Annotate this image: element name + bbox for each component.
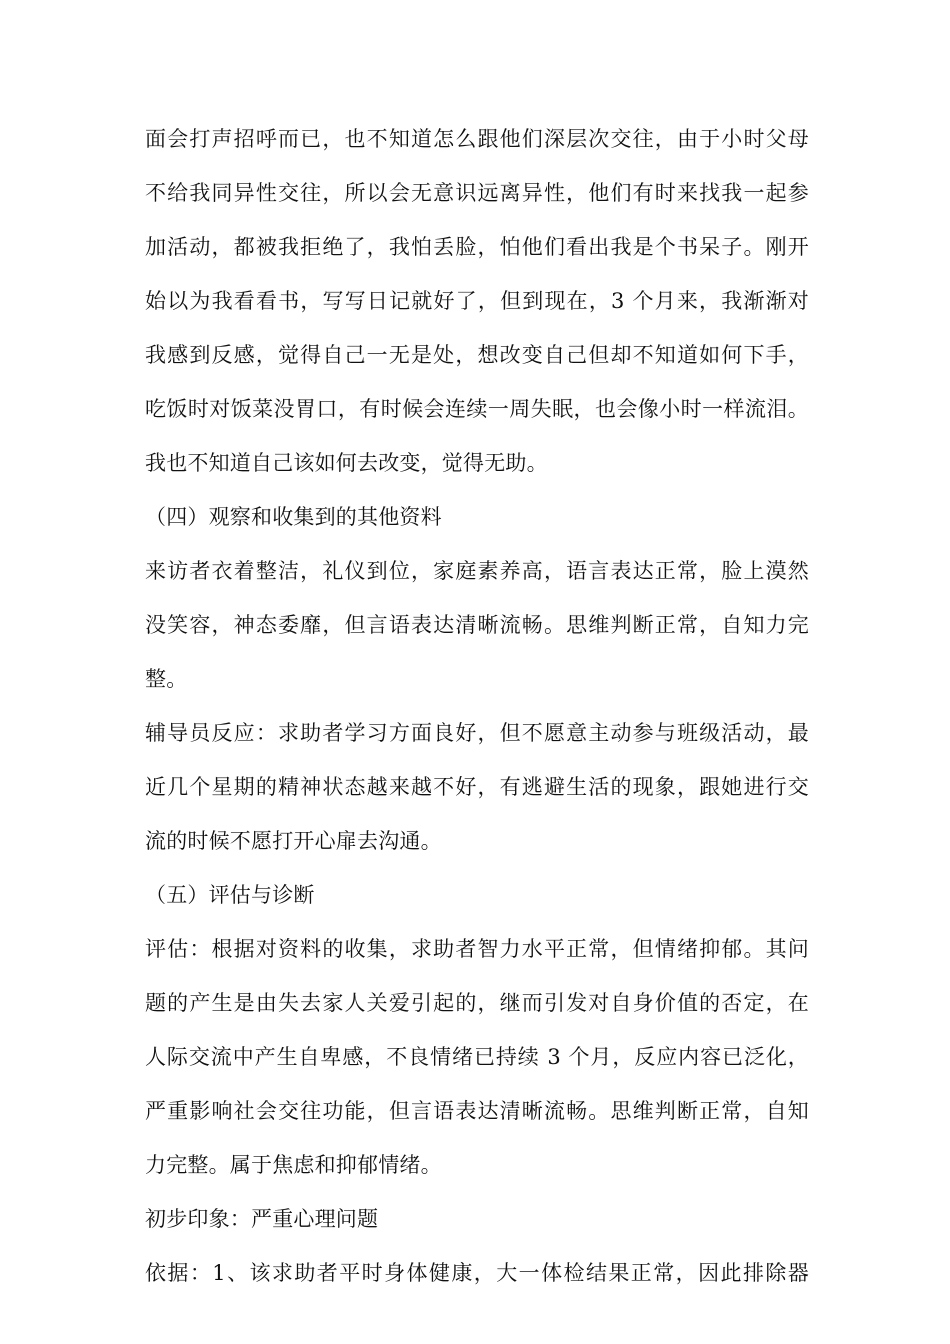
- text-line: 辅导员反应：求助者学习方面良好，但不愿意主动参与班级活动，最: [145, 721, 809, 745]
- section-heading: （五）评估与诊断: [145, 883, 315, 907]
- text-line: 严重影响社会交往功能，但言语表达清晰流畅。思维判断正常，自知: [145, 1099, 809, 1123]
- text-line: 整。: [145, 667, 188, 691]
- text-line: 力完整。属于焦虑和抑郁情绪。: [145, 1153, 442, 1177]
- document-body: [145, 112, 809, 1300]
- text-line: 加活动，都被我拒绝了，我怕丢脸，怕他们看出我是个书呆子。刚开: [145, 235, 809, 259]
- text-line: 题的产生是由失去家人关爱引起的，继而引发对自身价值的否定，在: [145, 991, 809, 1015]
- text-line: 人际交流中产生自卑感，不良情绪已持续 3 个月，反应内容已泛化，: [145, 1045, 809, 1069]
- text-line: 评估：根据对资料的收集，求助者智力水平正常，但情绪抑郁。其问: [145, 937, 809, 961]
- text-line: 吃饭时对饭菜没胃口，有时候会连续一周失眠，也会像小时一样流泪。: [145, 397, 809, 421]
- text-line: 近几个星期的精神状态越来越不好，有逃避生活的现象，跟她进行交: [145, 775, 809, 799]
- text-line: 初步印象：严重心理问题: [145, 1207, 379, 1231]
- text-line: 来访者衣着整洁，礼仪到位，家庭素养高，语言表达正常，脸上漠然: [145, 559, 809, 583]
- section-heading: （四）观察和收集到的其他资料: [145, 505, 442, 529]
- text-line: 我感到反感，觉得自己一无是处，想改变自己但却不知道如何下手，: [145, 343, 809, 367]
- text-line: 流的时候不愿打开心扉去沟通。: [145, 829, 442, 853]
- text-line: 没笑容，神态委靡，但言语表达清晰流畅。思维判断正常，自知力完: [145, 613, 809, 637]
- text-line: 不给我同异性交往，所以会无意识远离异性，他们有时来找我一起参: [145, 181, 809, 205]
- text-line: 依据：1、该求助者平时身体健康，大一体检结果正常，因此排除器: [145, 1261, 809, 1285]
- text-line: 面会打声招呼而已，也不知道怎么跟他们深层次交往，由于小时父母: [145, 127, 809, 151]
- text-line: 我也不知道自己该如何去改变，觉得无助。: [145, 451, 548, 475]
- text-line: 始以为我看看书，写写日记就好了，但到现在，3 个月来，我渐渐对: [145, 289, 809, 313]
